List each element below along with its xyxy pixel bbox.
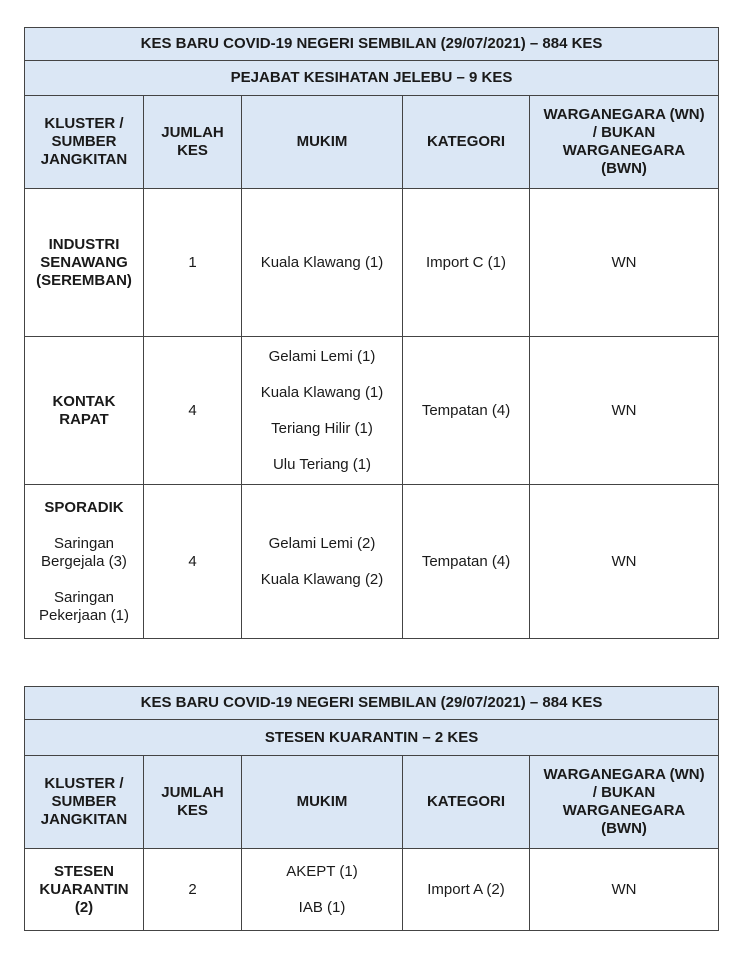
table-row: [25, 849, 719, 931]
mukim-cell: Kuala Klawang (1): [242, 189, 403, 337]
kategori-cell: Tempatan (4): [403, 485, 530, 639]
mukim-cell: Gelami Lemi (1) Kuala Klawang (1) Teriang Hilir (1) Ulu Teriang (1): [242, 337, 403, 485]
header-mukim: MUKIM: [242, 96, 403, 189]
mukim-cell: Gelami Lemi (2) Kuala Klawang (2): [242, 485, 403, 639]
wn-cell: WN: [530, 337, 719, 485]
jumlah-cell: 2: [144, 849, 242, 931]
kluster-cell: INDUSTRI SENAWANG (SEREMBAN): [25, 189, 144, 337]
kluster-cell: STESEN KUARANTIN (2): [25, 849, 144, 931]
case-table-jelebu: [24, 27, 719, 639]
header-jumlah: JUMLAH KES: [144, 756, 242, 849]
column-header-row: [25, 96, 719, 189]
header-wn: WARGANEGARA (WN) / BUKAN WARGANEGARA (BWN): [530, 96, 719, 189]
kategori-cell: Import A (2): [403, 849, 530, 931]
header-wn: WARGANEGARA (WN) / BUKAN WARGANEGARA (BWN): [530, 756, 719, 849]
table-subtitle: PEJABAT KESIHATAN JELEBU – 9 KES: [25, 61, 719, 96]
column-header-row: [25, 756, 719, 849]
kategori-cell: Import C (1): [403, 189, 530, 337]
wn-cell: WN: [530, 485, 719, 639]
jumlah-cell: 4: [144, 337, 242, 485]
table-row: [25, 485, 719, 639]
wn-cell: WN: [530, 189, 719, 337]
table-title: KES BARU COVID-19 NEGERI SEMBILAN (29/07/2021) – 884 KES: [25, 28, 719, 61]
kluster-cell: KONTAK RAPAT: [25, 337, 144, 485]
jumlah-cell: 4: [144, 485, 242, 639]
table-title: KES BARU COVID-19 NEGERI SEMBILAN (29/07/2021) – 884 KES: [25, 687, 719, 720]
header-kluster: KLUSTER / SUMBER JANGKITAN: [25, 756, 144, 849]
wn-cell: WN: [530, 849, 719, 931]
kategori-cell: Tempatan (4): [403, 337, 530, 485]
header-kategori: KATEGORI: [403, 96, 530, 189]
case-table-stesen-kuarantin: [24, 686, 719, 931]
mukim-cell: AKEPT (1) IAB (1): [242, 849, 403, 931]
header-kluster: KLUSTER / SUMBER JANGKITAN: [25, 96, 144, 189]
jumlah-cell: 1: [144, 189, 242, 337]
table-row: [25, 189, 719, 337]
table-row: [25, 337, 719, 485]
header-jumlah: JUMLAH KES: [144, 96, 242, 189]
kluster-cell: SPORADIK Saringan Bergejala (3) Saringan Pekerjaan (1): [25, 485, 144, 639]
header-kategori: KATEGORI: [403, 756, 530, 849]
table-subtitle: STESEN KUARANTIN – 2 KES: [25, 720, 719, 756]
header-mukim: MUKIM: [242, 756, 403, 849]
